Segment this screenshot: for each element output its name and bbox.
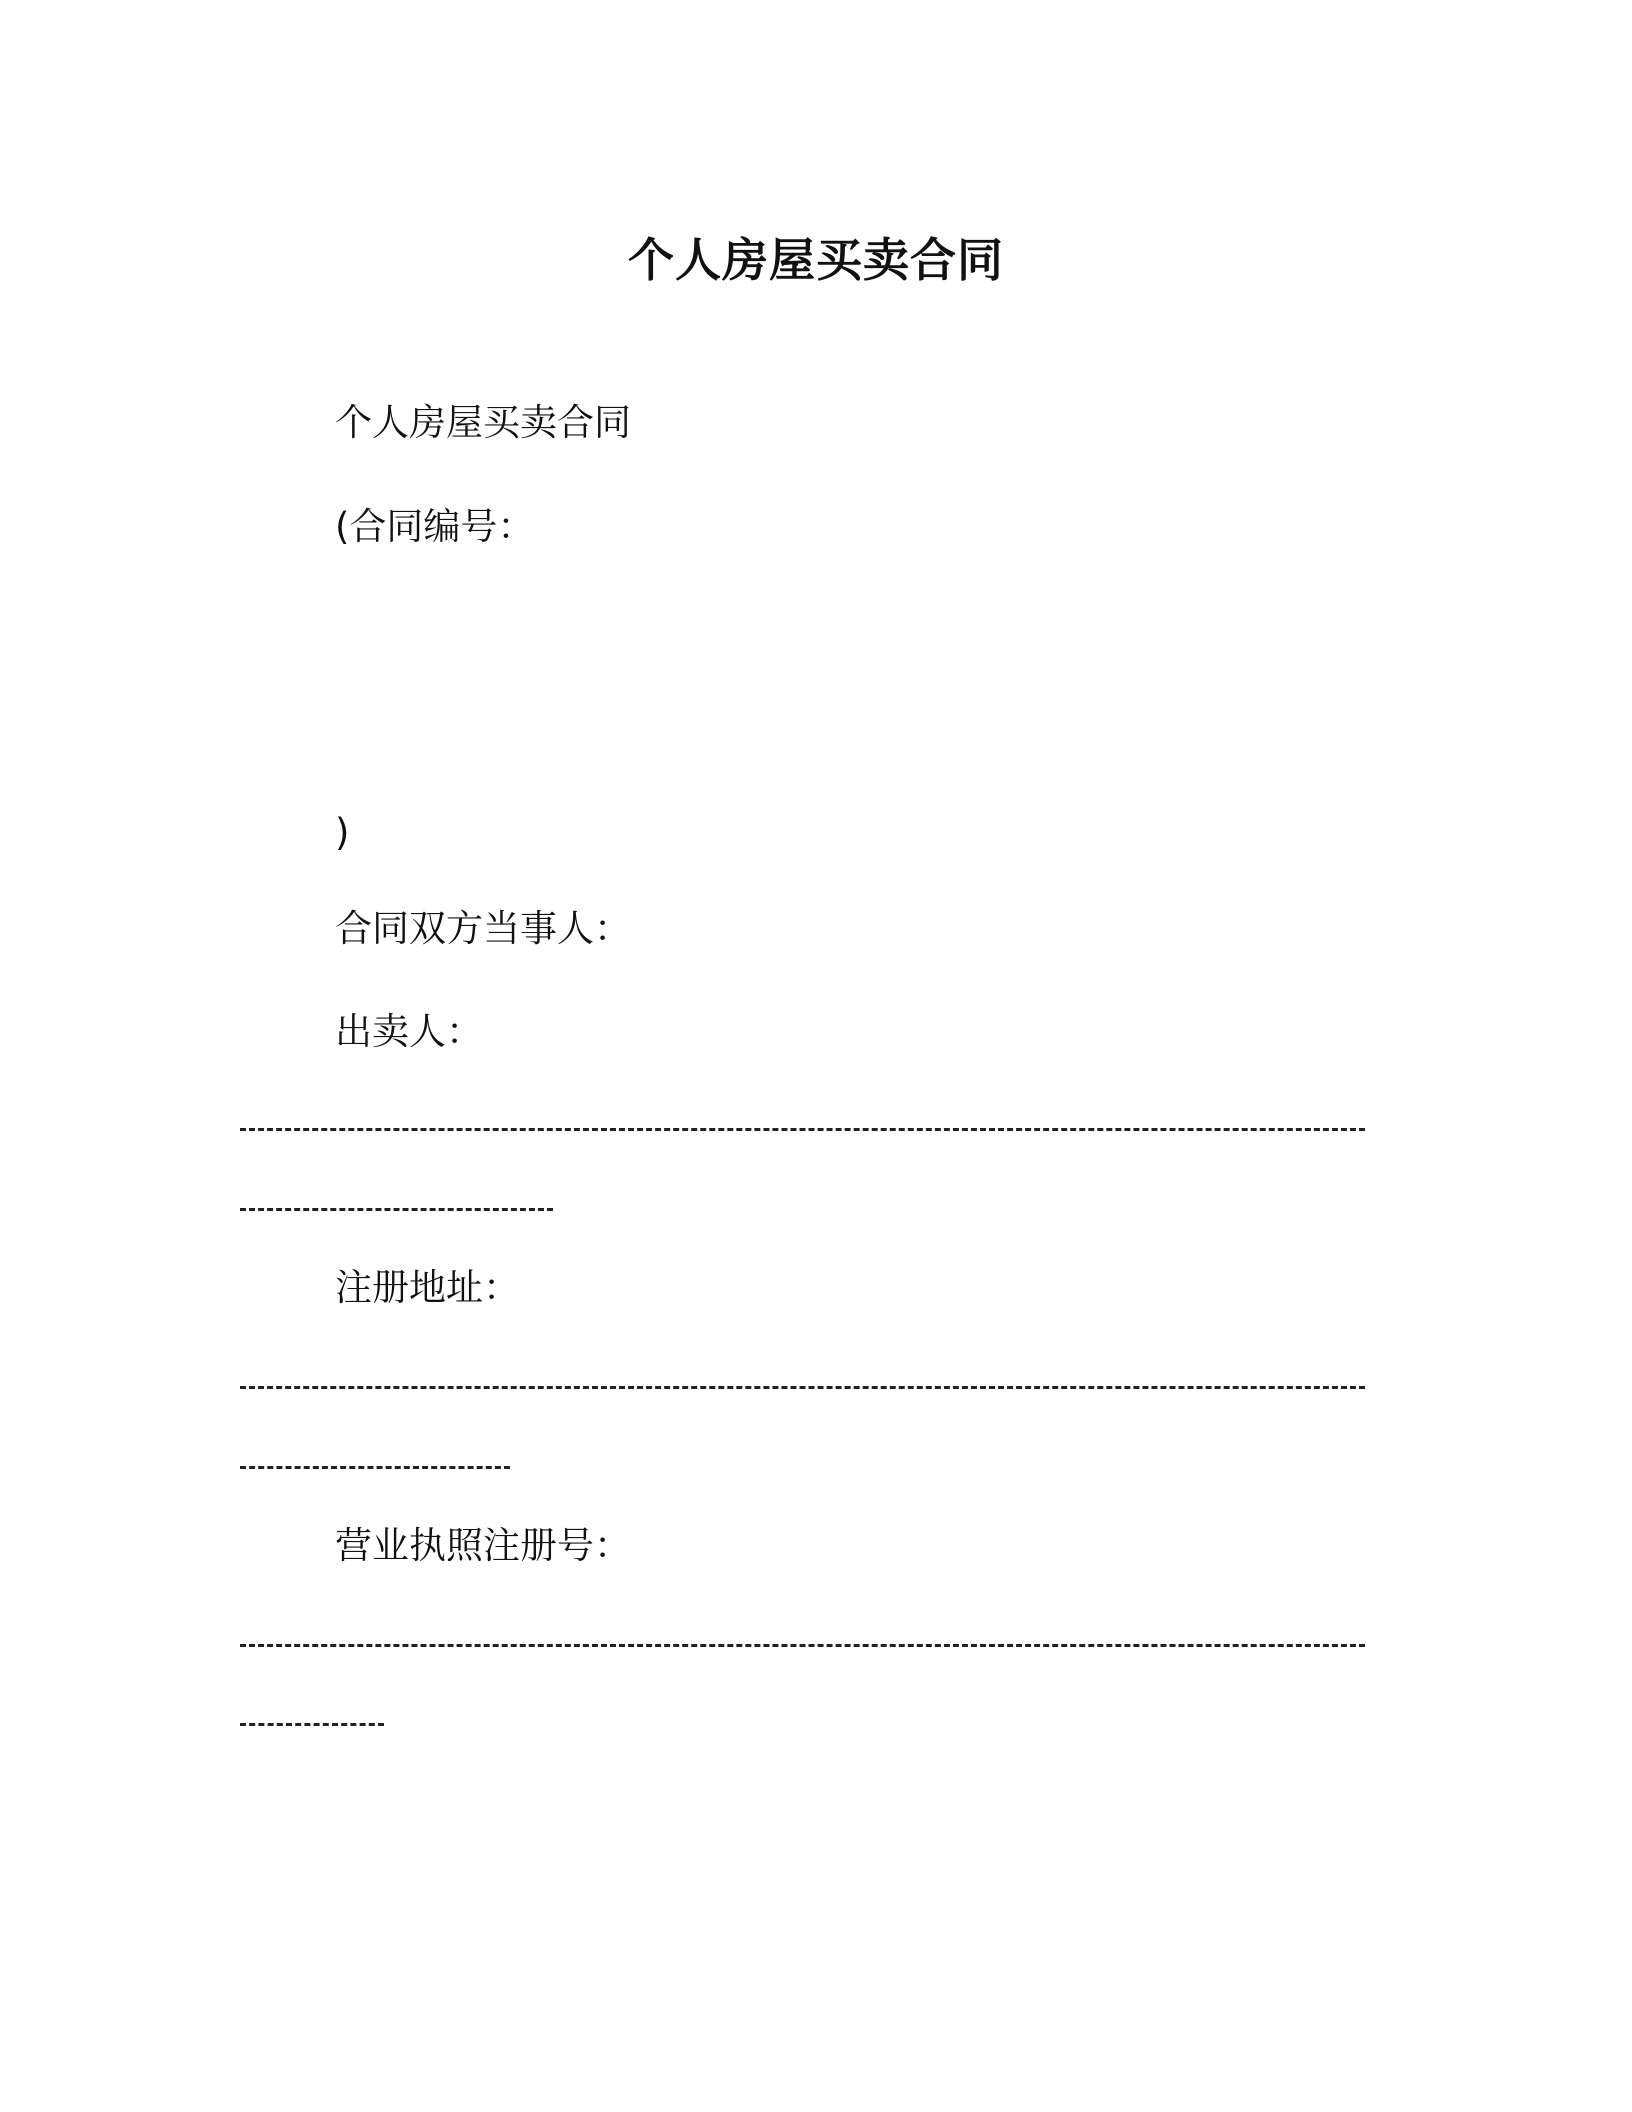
seller-fill-line xyxy=(240,1128,1365,1131)
parties-label: 合同双方当事人： xyxy=(335,907,631,950)
license-fill-line xyxy=(240,1644,1365,1647)
contract-number-label: (合同编号： xyxy=(335,505,535,548)
business-license-label: 营业执照注册号： xyxy=(335,1524,631,1567)
address-fill-line xyxy=(240,1386,1365,1389)
registered-address-label: 注册地址： xyxy=(335,1266,520,1309)
seller-label: 出卖人： xyxy=(335,1010,483,1053)
document-title: 个人房屋买卖合同 xyxy=(628,233,1004,287)
subtitle-line: 个人房屋买卖合同 xyxy=(335,401,631,444)
license-fill-line-continued xyxy=(240,1723,384,1726)
seller-fill-line-continued xyxy=(240,1208,553,1211)
address-fill-line-continued xyxy=(240,1466,510,1469)
contract-number-close: ) xyxy=(335,811,350,854)
